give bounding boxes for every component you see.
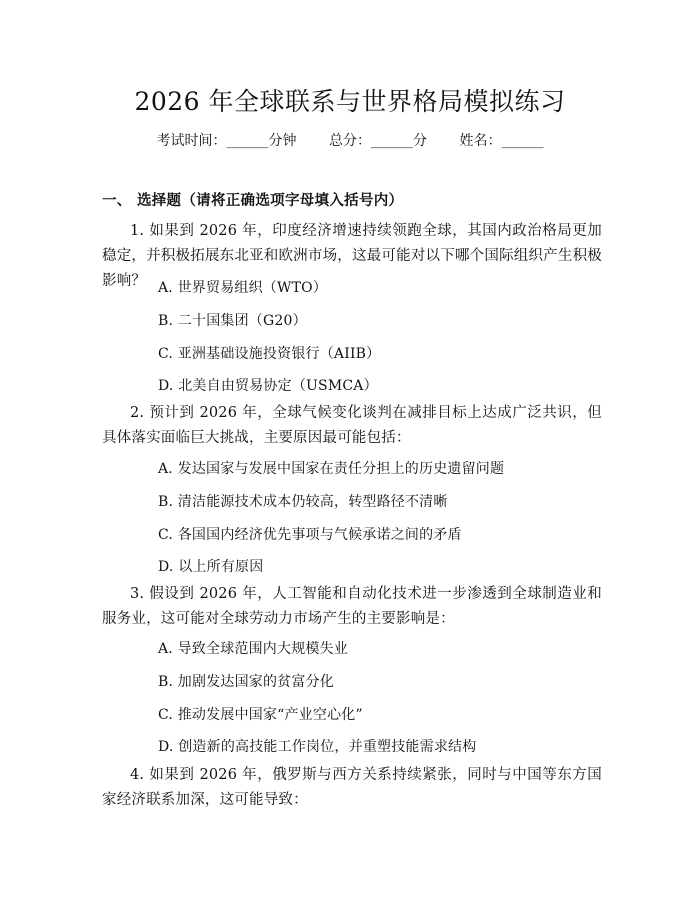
exam-time: 考试时间：______分钟 [156,133,297,149]
q3-option-a: A. 导致全球范围内大规模失业 [158,641,349,657]
exam-meta [0,130,700,150]
question-4: 4. 如果到 2026 年，俄罗斯与西方关系持续紧张，同时与中国等东方国家经济联系加深，这可能导致： [102,767,602,808]
question-2: 2. 预计到 2026 年，全球气候变化谈判在减排目标上达成广泛共识，但具体落实面临巨大挑战，主要原因最可能包括： [102,405,602,446]
q2-option-a: A. 发达国家与发展中国家在责任分担上的历史遗留问题 [158,461,505,477]
q2-option-b: B. 清洁能源技术成本仍较高，转型路径不清晰 [158,494,448,510]
q1-option-b: B. 二十国集团（G20） [158,313,307,329]
q1-option-c: C. 亚洲基础设施投资银行（AIIB） [158,346,381,362]
q3-option-c: C. 推动发展中国家“产业空心化” [158,707,363,723]
q1-option-a: A. 世界贸易组织（WTO） [158,280,328,296]
question-3: 3. 假设到 2026 年，人工智能和自动化技术进一步渗透到全球制造业和服务业，这可能对全球劳动力市场产生的主要影响是： [102,586,602,627]
section-heading: 一、 选择题（请将正确选项字母填入括号内） [102,192,404,209]
total-score: 总分：______分 [329,133,427,149]
q3-option-d: D. 创造新的高技能工作岗位，并重塑技能需求结构 [158,739,477,755]
student-name: 姓名：______ [459,133,544,149]
page-title: 2026 年全球联系与世界格局模拟练习 [134,87,566,116]
q3-option-b: B. 加剧发达国家的贫富分化 [158,674,334,690]
q2-option-c: C. 各国国内经济优先事项与气候承诺之间的矛盾 [158,527,462,543]
q2-option-d: D. 以上所有原因 [158,559,264,575]
question-1: 1. 如果到 2026 年，印度经济增速持续领跑全球，其国内政治格局更加稳定，并积极拓展东北亚和欧洲市场，这最可能对以下哪个国际组织产生积极影响？ [102,223,602,289]
q1-option-d: D. 北美自由贸易协定（USMCA） [158,378,378,394]
